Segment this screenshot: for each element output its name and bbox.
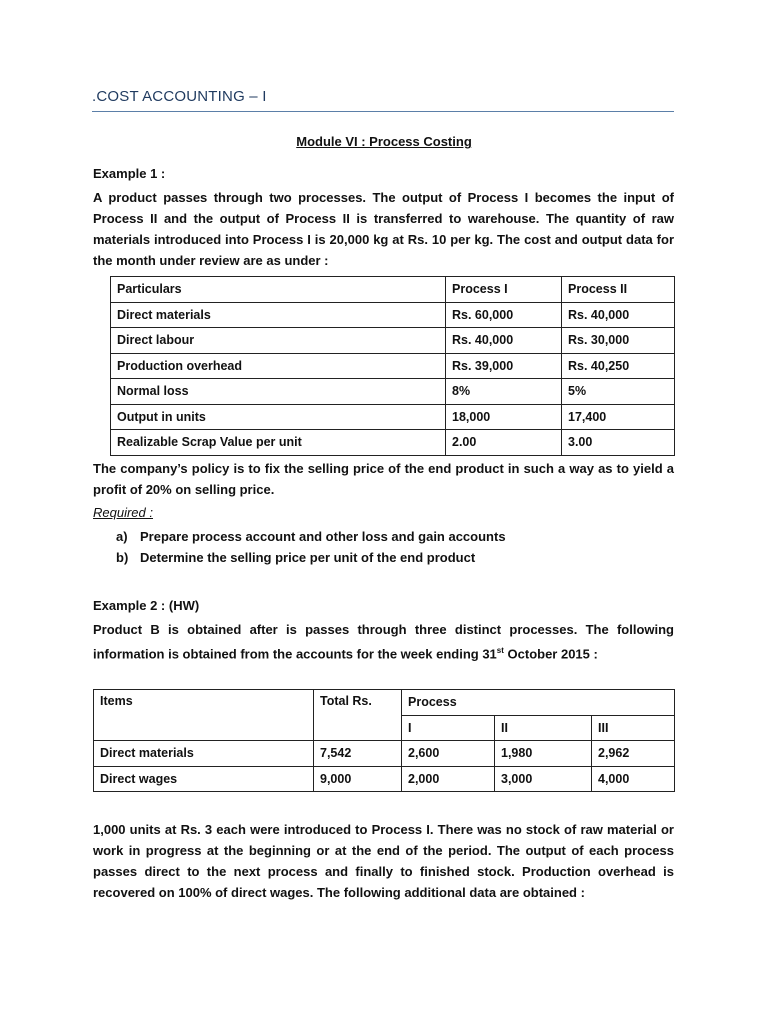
list-item: [116, 526, 676, 547]
table-cell: Direct wages: [94, 766, 314, 792]
table-cell: 8%: [446, 379, 562, 405]
example2-intro-end: October 2015 :: [503, 646, 598, 662]
page-header: [92, 88, 674, 112]
table-cell: Normal loss: [111, 379, 446, 405]
table-subheader-cell: I: [402, 715, 495, 741]
list-marker: b): [116, 550, 129, 565]
example1-intro: A product passes through two processes. The output of Process I becomes the input of Process II and the output of Process II is transferred to warehouse. The quantity of raw materials introduced into Process I is 20,000 kg at Rs. 10 per kg. The cost and output data for the month under review are as under :: [93, 190, 674, 268]
example1-policy: The company’s policy is to fix the selling price of the end product in such a way as to yield a profit of 20% on selling price.: [93, 461, 674, 497]
table-cell: Rs. 40,000: [562, 302, 675, 328]
example2-intro-main: Product B is obtained after is passes through three distinct processes. The following information is obtained from the accounts for the week ending 31: [93, 622, 674, 662]
list-item-text: Prepare process account and other loss and gain accounts: [140, 529, 506, 544]
table-cell: Direct materials: [94, 741, 314, 767]
table-row: [94, 741, 675, 767]
table-cell: 2.00: [446, 430, 562, 456]
table-row: [94, 766, 675, 792]
table-cell: Production overhead: [111, 353, 446, 379]
required-label-text: Required :: [93, 505, 153, 520]
table-cell: 5%: [562, 379, 675, 405]
table-header-cell: Items: [94, 690, 314, 741]
header-title: .COST ACCOUNTING – I: [92, 88, 674, 112]
table-header-cell: Process II: [562, 277, 675, 303]
table-row: [111, 404, 675, 430]
required-label: [93, 502, 674, 523]
table-cell: 2,600: [402, 741, 495, 767]
example2-closing: 1,000 units at Rs. 3 each were introduced to Process I. There was no stock of raw material or work in progress at the beginning or at the end of the period. The output of each process passes direct to the next process and finally to finished stock. Production overhead is recovered on 100% of direct wages. The following additional data are obtained :: [93, 822, 674, 900]
example2-table: [93, 689, 675, 792]
table-header-cell: Process: [402, 690, 675, 716]
example2-heading: Example 2 : (HW): [93, 598, 200, 613]
table-cell: 4,000: [592, 766, 675, 792]
table-cell: 3.00: [562, 430, 675, 456]
table-cell: 18,000: [446, 404, 562, 430]
table-cell: Rs. 60,000: [446, 302, 562, 328]
table-cell: Rs. 40,250: [562, 353, 675, 379]
table-row: [111, 379, 675, 405]
table-header-cell: Process I: [446, 277, 562, 303]
table-row: [111, 430, 675, 456]
table-cell: Rs. 39,000: [446, 353, 562, 379]
example2-intro-sup: st: [496, 646, 504, 655]
table-row: [111, 353, 675, 379]
table-header-row: [94, 690, 675, 716]
table-cell: 9,000: [314, 766, 402, 792]
table-header-cell: Total Rs.: [314, 690, 402, 741]
list-item: [116, 547, 676, 568]
table-cell: Rs. 30,000: [562, 328, 675, 354]
required-list: [116, 526, 676, 568]
list-marker: a): [116, 529, 128, 544]
example1-table: [110, 276, 675, 456]
table-cell: 17,400: [562, 404, 675, 430]
table-cell: Direct materials: [111, 302, 446, 328]
table-row: [111, 328, 675, 354]
table-header-cell: Particulars: [111, 277, 446, 303]
table-cell: 1,980: [495, 741, 592, 767]
table-cell: 7,542: [314, 741, 402, 767]
table-header-row: [111, 277, 675, 303]
table-cell: Realizable Scrap Value per unit: [111, 430, 446, 456]
table-subheader-cell: II: [495, 715, 592, 741]
example1-heading: Example 1 :: [93, 166, 166, 181]
table-row: [111, 302, 675, 328]
table-cell: Rs. 40,000: [446, 328, 562, 354]
example2-intro: [93, 619, 674, 664]
list-item-text: Determine the selling price per unit of the end product: [140, 550, 476, 565]
table-cell: 2,000: [402, 766, 495, 792]
table-cell: Output in units: [111, 404, 446, 430]
table-cell: Direct labour: [111, 328, 446, 354]
module-title: Module VI : Process Costing: [296, 134, 472, 149]
table-subheader-cell: III: [592, 715, 675, 741]
table-cell: 3,000: [495, 766, 592, 792]
table-cell: 2,962: [592, 741, 675, 767]
